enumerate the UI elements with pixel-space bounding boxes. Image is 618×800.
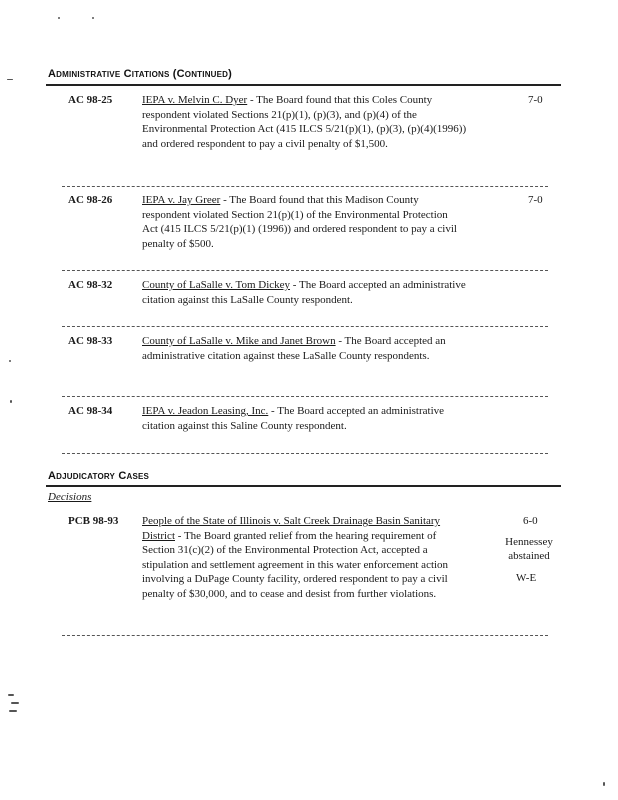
scan-speck: [7, 79, 13, 80]
case-name: County of LaSalle v. Mike and Janet Brown: [142, 335, 336, 347]
case-name: IEPA v. Jeadon Leasing, Inc.: [142, 405, 269, 417]
scan-speck: [11, 702, 19, 704]
citation-number: AC 98-26: [68, 194, 113, 206]
citation-number: AC 98-25: [68, 94, 113, 106]
scan-speck: [9, 710, 17, 712]
decision-number: PCB 98-93: [68, 515, 119, 527]
citation-entry: [68, 193, 548, 253]
abstained-member: Hennessey: [505, 536, 553, 548]
case-summary: - The Board found that this Madison County respondent violated Section 21(p)(1) of the Environmental Protection Act (415 ILCS 5/21(p)(1) (1996)) and ordered respondent to pay a civil penalty of $500.: [142, 194, 457, 250]
decision-entry: [68, 514, 553, 619]
scan-speck: [58, 17, 60, 19]
scan-speck: [9, 360, 11, 362]
citation-number: AC 98-33: [68, 335, 113, 347]
case-summary: - The Board found that this Coles County respondent violated Sections 21(p)(1), (p)(3), and (p)(4) of the Environmental Protection Act (415 ILCS 5/21(p)(1), (p)(3), (p)(4)(1996)) and ordered respondent to pay a civil penalty of $1,500.: [142, 94, 467, 150]
adjudicatory-heading: Adjudicatory Cases: [48, 470, 150, 482]
case-name: IEPA v. Jay Greer: [142, 194, 221, 206]
adjudicatory-heading-rule: [46, 485, 561, 487]
case-name: IEPA v. Melvin C. Dyer: [142, 94, 248, 106]
case-summary: - The Board accepted an administrative citation against these LaSalle County respondents.: [142, 335, 446, 362]
vote-tally: 6-0: [523, 515, 538, 527]
vote-tally: 7-0: [528, 194, 543, 206]
entry-divider: [62, 186, 548, 187]
case-summary: - The Board accepted an administrative citation against this LaSalle County respondent.: [142, 279, 466, 306]
citation-entry: [68, 278, 548, 308]
case-name: County of LaSalle v. Tom Dickey: [142, 279, 291, 291]
decision-body: [142, 514, 464, 601]
citation-body: [142, 278, 472, 307]
vote-tally: 7-0: [528, 94, 543, 106]
citation-entry: [68, 404, 548, 434]
vote-note: W-E: [516, 572, 537, 584]
scan-speck: [8, 694, 14, 696]
scan-speck: [10, 400, 12, 403]
citation-body: [142, 404, 452, 433]
citation-body: [142, 193, 460, 251]
abstained-label: abstained: [508, 550, 550, 562]
citation-body: [142, 93, 474, 151]
entry-divider: [62, 396, 548, 397]
citation-body: [142, 334, 468, 363]
entry-divider: [62, 270, 548, 271]
case-summary: - The Board granted relief from the hearing requirement of Section 31(c)(2) of the Environmental Protection Act, accepted a stipulation and settlement agreement in this water enforcement action involving a DuPage County facility, ordered respondent to pay a civil penalty of $30,000, and to cease and desist from further violations.: [142, 529, 449, 600]
scan-speck: [603, 782, 605, 786]
citation-entry: [68, 334, 548, 379]
citation-number: AC 98-34: [68, 405, 113, 417]
section-heading-rule: [46, 84, 561, 86]
citation-number: AC 98-32: [68, 279, 113, 291]
entry-divider: [62, 635, 548, 636]
section-heading: Administrative Citations (Continued): [48, 68, 233, 80]
citation-entry: [68, 93, 548, 173]
entry-divider: [62, 453, 548, 454]
case-summary: - The Board accepted an administrative citation against this Saline County respondent.: [142, 405, 445, 432]
entry-divider: [62, 326, 548, 327]
decisions-subheading: Decisions: [48, 491, 92, 503]
scan-speck: [92, 17, 94, 19]
case-name: People of the State of Illinois v. Salt Creek Drainage Basin Sanitary District: [142, 515, 441, 542]
